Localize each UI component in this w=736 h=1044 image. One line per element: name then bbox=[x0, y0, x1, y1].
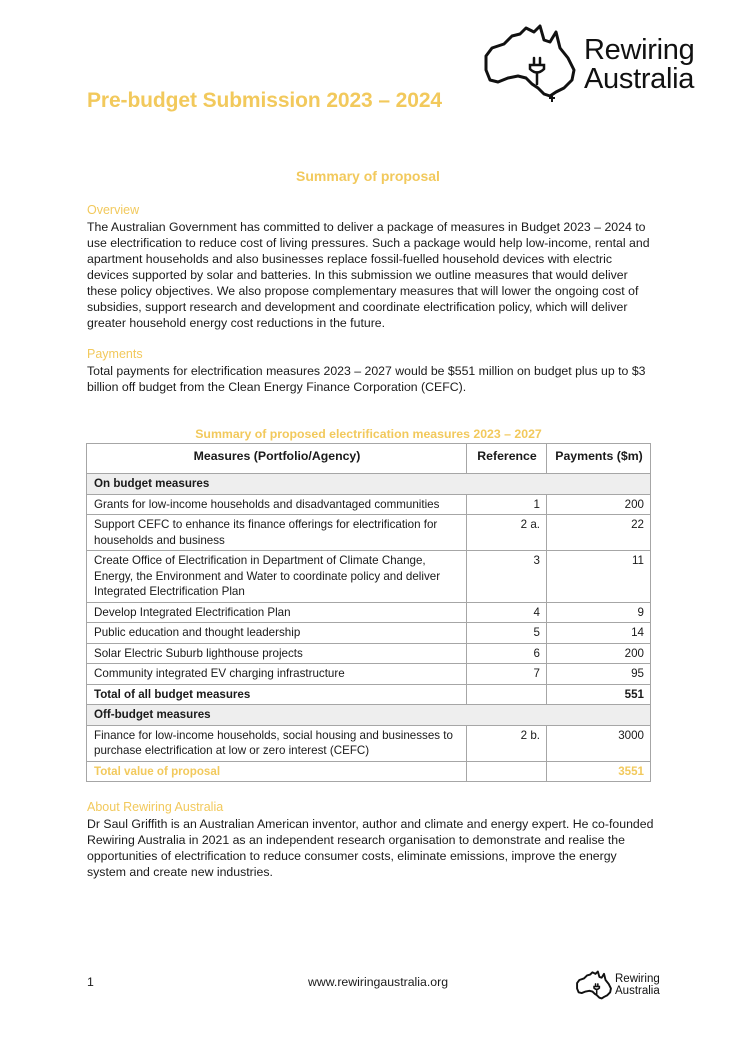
payments-cell: 14 bbox=[547, 623, 651, 644]
measure-cell: Public education and thought leadership bbox=[87, 623, 467, 644]
reference-cell: 2 a. bbox=[467, 515, 547, 551]
table-row bbox=[87, 494, 651, 515]
payments-cell: 22 bbox=[547, 515, 651, 551]
total-value: 551 bbox=[547, 684, 651, 705]
reference-cell: 2 b. bbox=[467, 725, 547, 761]
group-label: On budget measures bbox=[87, 474, 651, 495]
about-heading: About Rewiring Australia bbox=[87, 800, 224, 814]
measure-cell: Solar Electric Suburb lighthouse projects bbox=[87, 643, 467, 664]
australia-plug-icon-small bbox=[574, 967, 614, 1003]
page-subtitle: Summary of proposal bbox=[296, 168, 440, 184]
table-row bbox=[87, 551, 651, 603]
reference-cell-empty bbox=[467, 761, 547, 782]
logo-line-2: Australia bbox=[584, 63, 695, 95]
grand-total-value: 3551 bbox=[547, 761, 651, 782]
footer-logo-line-1: Rewiring bbox=[615, 973, 660, 985]
table-header-row bbox=[87, 444, 651, 474]
logo-wordmark bbox=[584, 36, 694, 94]
footer-logo-line-2: Australia bbox=[615, 984, 660, 997]
reference-cell: 6 bbox=[467, 643, 547, 664]
footer-logo-wordmark bbox=[615, 974, 660, 997]
reference-cell: 3 bbox=[467, 551, 547, 603]
measure-cell: Support CEFC to enhance its finance offerings for electrification for households and business bbox=[87, 515, 467, 551]
table-row bbox=[87, 515, 651, 551]
measure-cell: Community integrated EV charging infrastructure bbox=[87, 664, 467, 685]
group-row-on-budget bbox=[87, 474, 651, 495]
reference-cell: 5 bbox=[467, 623, 547, 644]
table-caption: Summary of proposed electrification measures 2023 – 2027 bbox=[195, 427, 542, 441]
group-label: Off-budget measures bbox=[87, 705, 651, 726]
reference-cell: 7 bbox=[467, 664, 547, 685]
payments-cell: 200 bbox=[547, 643, 651, 664]
payments-cell: 11 bbox=[547, 551, 651, 603]
reference-cell: 1 bbox=[467, 494, 547, 515]
table-row bbox=[87, 643, 651, 664]
reference-cell-empty bbox=[467, 684, 547, 705]
measure-cell: Develop Integrated Electrification Plan bbox=[87, 602, 467, 623]
table-row bbox=[87, 602, 651, 623]
page-title: Pre-budget Submission 2023 – 2024 bbox=[87, 89, 443, 112]
payments-cell: 3000 bbox=[547, 725, 651, 761]
total-budget-row bbox=[87, 684, 651, 705]
payments-cell: 200 bbox=[547, 494, 651, 515]
logo-line-1: Rewiring bbox=[584, 34, 695, 66]
measure-cell: Grants for low-income households and disadvantaged communities bbox=[87, 494, 467, 515]
column-header-measures: Measures (Portfolio/Agency) bbox=[87, 444, 467, 474]
about-text: Dr Saul Griffith is an Australian American inventor, author and climate and energy expert. He co-founded Rewiring Australia in 2021 as an independent research organisation to demonstrate and realise the opportunities of electrification to reduce consumer costs, eliminate emissions, improve the energy system and create new industries. bbox=[87, 817, 654, 879]
payments-text: Total payments for electrification measures 2023 – 2027 would be $551 million on budget plus up to $3 billion off budget from the Clean Energy Finance Corporation (CEFC). bbox=[87, 364, 646, 394]
table-row bbox=[87, 725, 651, 761]
footer-url-link[interactable]: www.rewiringaustralia.org bbox=[307, 975, 449, 989]
measure-cell: Finance for low-income households, social housing and businesses to purchase electrification at low or zero interest (CEFC) bbox=[87, 725, 467, 761]
measure-cell: Create Office of Electrification in Department of Climate Change, Energy, the Environment and Water to coordinate policy and deliver Integrated Electrification Plan bbox=[87, 551, 467, 603]
group-row-off-budget bbox=[87, 705, 651, 726]
overview-text: The Australian Government has committed to deliver a package of measures in Budget 2023 – 2024 to use electrification to reduce cost of living pressures. Such a package would help low-income, rental and apartment households and also businesses replace fossil-fuelled household devices with electric devices supported by solar and batteries. In this submission we outline measures that would deliver these policy objectives. We also propose complementary measures that will lower the ongoing cost of subsidies, support research and development and coordinate electrification policy, which will deliver greater household energy cost reductions in the future. bbox=[87, 220, 650, 330]
total-label: Total of all budget measures bbox=[87, 684, 467, 705]
page-number: 1 bbox=[87, 975, 94, 989]
payments-cell: 95 bbox=[547, 664, 651, 685]
column-header-payments: Payments ($m) bbox=[547, 444, 651, 474]
grand-total-row bbox=[87, 761, 651, 782]
reference-cell: 4 bbox=[467, 602, 547, 623]
table-row bbox=[87, 664, 651, 685]
table-row bbox=[87, 623, 651, 644]
measures-table bbox=[86, 443, 651, 782]
footer-logo bbox=[574, 967, 669, 1003]
payments-heading: Payments bbox=[87, 347, 143, 361]
overview-heading: Overview bbox=[87, 203, 140, 217]
australia-plug-icon bbox=[478, 18, 582, 104]
payments-cell: 9 bbox=[547, 602, 651, 623]
column-header-reference: Reference bbox=[467, 444, 547, 474]
grand-total-label: Total value of proposal bbox=[87, 761, 467, 782]
rewiring-australia-logo bbox=[478, 18, 703, 104]
